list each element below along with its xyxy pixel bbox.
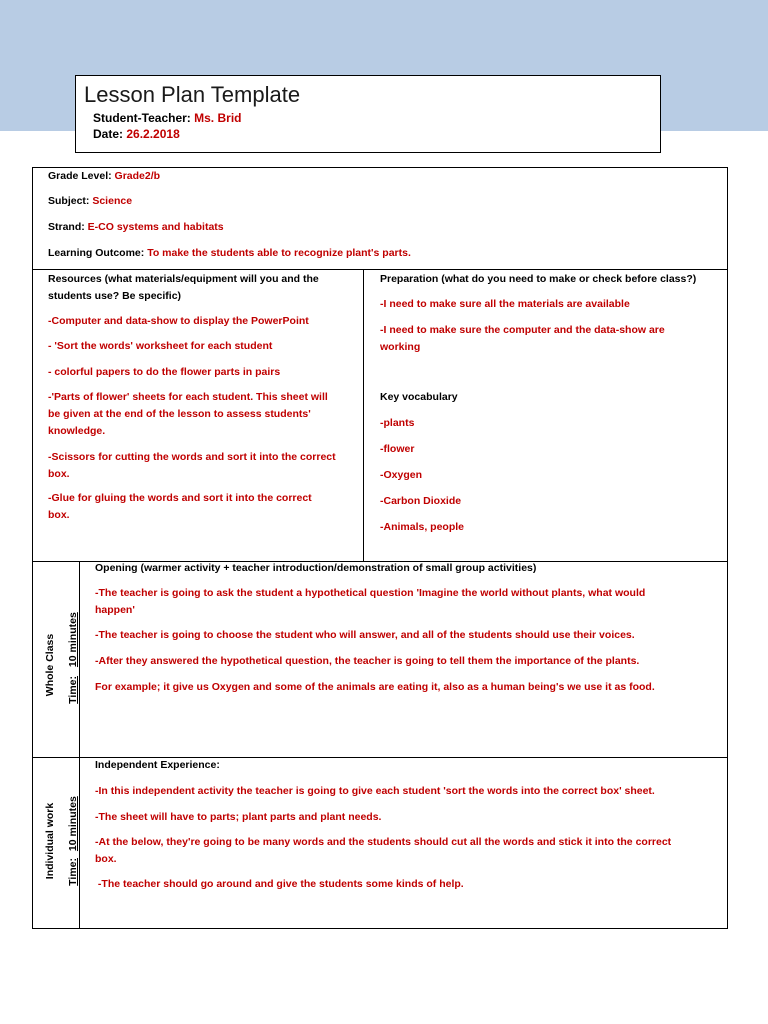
resources-heading (48, 271, 319, 305)
preparation-item (380, 296, 630, 313)
independent-line: -In this independent activity the teacher is going to give each student 'sort the words into the correct box' sheet. (95, 785, 655, 797)
opening-time-value: 10 minutes (67, 612, 79, 668)
student-teacher-value: Ms. Brid (194, 111, 242, 125)
page-title: Lesson Plan Template (84, 82, 301, 107)
independent-line: box. (95, 853, 117, 865)
resources-heading-line: students use? Be specific) (48, 290, 182, 302)
resource-line: box. (48, 509, 70, 521)
independent-line: -The sheet will have to parts; plant parts and plant needs. (95, 811, 382, 823)
independent-item (95, 783, 655, 800)
opening-time-label: Time: (67, 675, 79, 704)
resource-line: box. (48, 468, 70, 480)
column-divider-resources (363, 269, 364, 561)
resource-item (48, 449, 336, 483)
resource-line: -'Parts of flower' sheets for each student. This sheet will (48, 391, 328, 403)
date-line (93, 127, 180, 141)
row-divider-info (33, 269, 727, 270)
opening-item (95, 653, 639, 670)
outcome-value: To make the students able to recognize plant's parts. (147, 247, 411, 259)
vocabulary-heading: Key vocabulary (380, 391, 458, 403)
opening-line: -The teacher is going to ask the student a hypothetical question 'Imagine the world without plants, what would (95, 587, 646, 599)
preparation-heading: Preparation (what do you need to make or check before class?) (380, 273, 697, 285)
column-divider-time (79, 561, 80, 928)
subject (48, 193, 132, 210)
date-value: 26.2.2018 (126, 127, 180, 141)
independent-item (95, 809, 381, 826)
vocabulary-item: -Carbon Dioxide (380, 495, 462, 507)
resources-heading-line: Resources (what materials/equipment will you and the (48, 273, 319, 285)
title-box (75, 75, 661, 153)
strand-value: E-CO systems and habitats (87, 221, 224, 233)
resource-line: -Computer and data-show to display the PowerPoint (48, 315, 309, 327)
vocabulary-item: -plants (380, 417, 415, 429)
opening-line: happen' (95, 604, 135, 616)
independent-time-value: 10 minutes (67, 796, 79, 852)
vocabulary-item: -Animals, people (380, 521, 465, 533)
resource-line: -Glue for gluing the words and sort it into the correct (48, 492, 312, 504)
strand (48, 219, 224, 236)
independent-heading: Independent Experience: (95, 759, 220, 771)
opening-line: For example; it give us Oxygen and some of the animals are eating it, also as a human being's we use it as food. (95, 681, 655, 693)
opening-line: -After they answered the hypothetical question, the teacher is going to tell them the importance of the plants. (95, 655, 640, 667)
grade-level (48, 168, 160, 185)
resource-item (48, 338, 272, 355)
date-label: Date: (93, 127, 124, 141)
opening-item (95, 585, 645, 619)
preparation-item (380, 322, 665, 356)
subject-value: Science (92, 195, 133, 207)
resource-line: - colorful papers to do the flower parts in pairs (48, 366, 281, 378)
individual-work-label: Individual work (44, 802, 56, 880)
independent-line: -At the below, they're going to be many words and the students should cut all the words and stick it into the correct (95, 836, 672, 848)
whole-class-label: Whole Class (44, 633, 56, 697)
independent-time-label: Time: (67, 857, 79, 886)
student-teacher-line (93, 111, 241, 125)
resource-item (48, 364, 280, 381)
opening-heading: Opening (warmer activity + teacher introduction/demonstration of small group activities) (95, 562, 537, 574)
resource-line: knowledge. (48, 425, 106, 437)
opening-line: -The teacher is going to choose the student who will answer, and all of the students should use their voices. (95, 629, 635, 641)
resource-line: - 'Sort the words' worksheet for each student (48, 340, 273, 352)
outcome-label: Learning Outcome: (48, 247, 145, 259)
resource-line: be given at the end of the lesson to assess students' (48, 408, 311, 420)
resource-item (48, 490, 312, 524)
preparation-line: working (380, 341, 421, 353)
resource-line: -Scissors for cutting the words and sort it into the correct (48, 451, 336, 463)
vocabulary-item: -flower (380, 443, 415, 455)
resource-item (48, 389, 328, 440)
lesson-plan-table (32, 167, 728, 929)
vocabulary-item: -Oxygen (380, 469, 423, 481)
opening-time (67, 610, 79, 706)
independent-line: -The teacher should go around and give the students some kinds of help. (95, 878, 464, 890)
student-teacher-label: Student-Teacher: (93, 111, 191, 125)
opening-item (95, 627, 635, 644)
subject-label: Subject: (48, 195, 90, 207)
independent-time (67, 793, 79, 889)
preparation-line: -I need to make sure all the materials are available (380, 298, 630, 310)
preparation-line: -I need to make sure the computer and the data-show are (380, 324, 665, 336)
grade-value: Grade2/b (114, 170, 161, 182)
independent-item (95, 876, 464, 893)
opening-item (95, 679, 655, 696)
strand-label: Strand: (48, 221, 85, 233)
learning-outcome (48, 245, 411, 262)
resource-item (48, 313, 309, 330)
grade-label: Grade Level: (48, 170, 112, 182)
independent-item (95, 834, 671, 868)
